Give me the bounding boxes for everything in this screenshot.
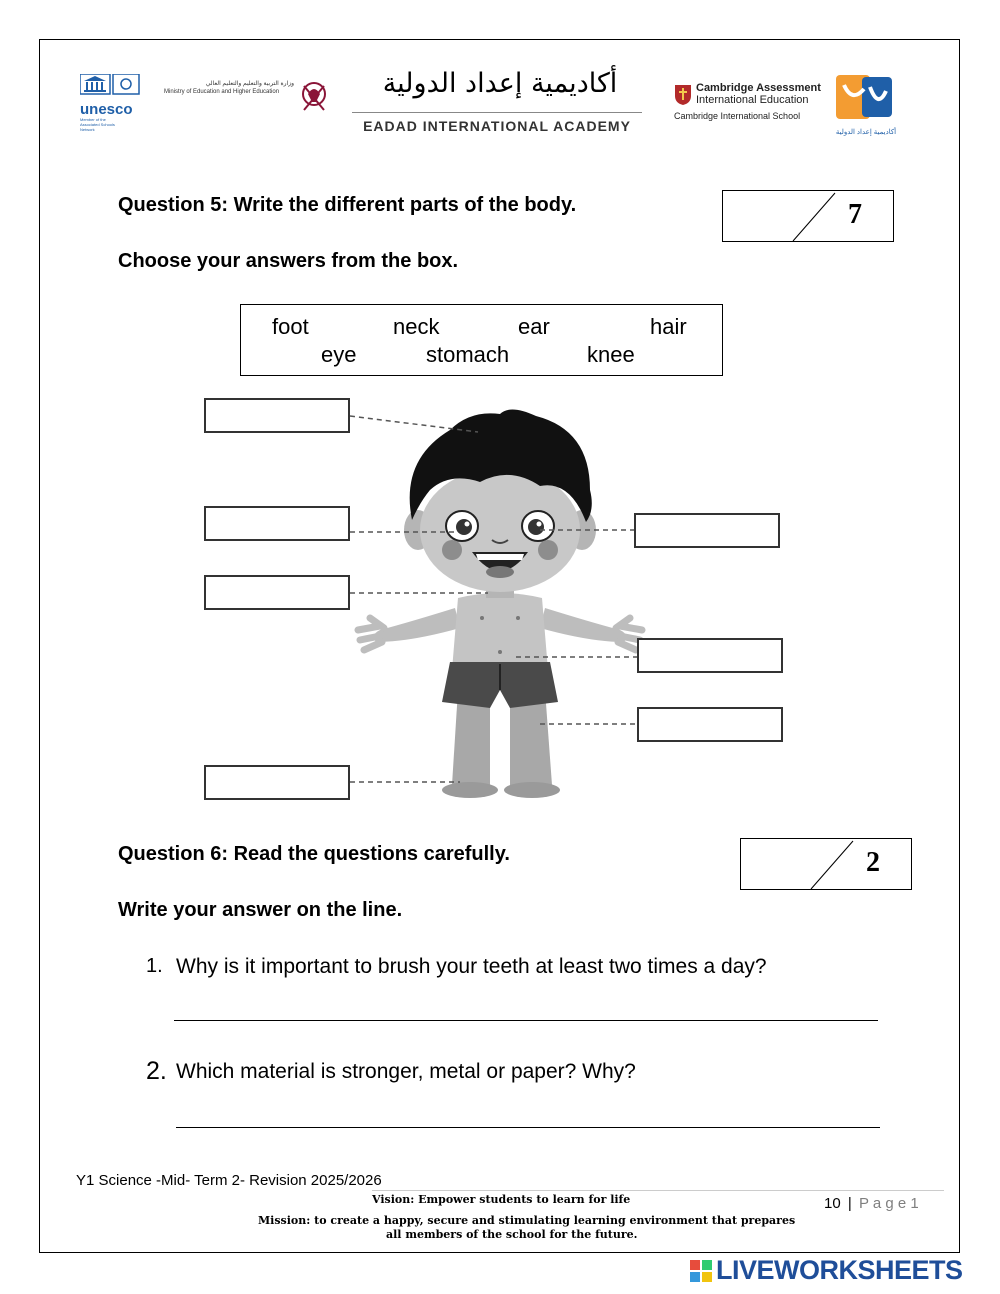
page-number-block [824, 1195, 919, 1212]
mission-line-1: Mission: to create a happy, secure and stimulating learning environment that prepares [258, 1214, 796, 1227]
answer-line-1[interactable] [174, 1020, 878, 1021]
word-bank-hair: hair [650, 314, 687, 339]
cambridge-line-1: Cambridge Assessment [696, 82, 821, 94]
answer-box-ear[interactable] [204, 506, 350, 541]
question-6-score: 2 [866, 847, 880, 878]
question-5-instruction: Choose your answers from the box. [118, 250, 459, 272]
cambridge-line-2: International Education [696, 94, 809, 106]
ministry-english-name: Ministry of Education and Higher Education [164, 89, 280, 95]
academy-arabic-title: أكاديمية إعداد الدولية [382, 68, 618, 99]
answer-box-knee[interactable] [637, 707, 783, 742]
cambridge-line-3: Cambridge International School [674, 111, 801, 121]
question-6-item-2-text: Which material is stronger, metal or paper? Why? [176, 1060, 636, 1083]
footer-divider [372, 1190, 944, 1191]
ministry-arabic-name: وزارة التربية والتعليم والتعليم العالي [205, 81, 294, 87]
answer-box-eye[interactable] [634, 513, 780, 548]
liveworksheets-watermark [690, 1255, 990, 1287]
question-6-instruction: Write your answer on the line. [118, 899, 403, 921]
page-number: 10 [824, 1195, 841, 1212]
question-6-item-1-text: Why is it important to brush your teeth at least two times a day? [176, 955, 767, 978]
vision-statement: Vision: Empower students to learn for life [372, 1193, 631, 1206]
answer-line-2[interactable] [176, 1127, 880, 1128]
course-footer: Y1 Science -Mid- Term 2- Revision 2025/2026 [76, 1172, 382, 1189]
answer-box-stomach[interactable] [637, 638, 783, 673]
word-bank-eye: eye [321, 342, 357, 367]
word-bank-ear: ear [518, 314, 550, 339]
word-bank-foot: foot [272, 314, 309, 339]
answer-box-hair[interactable] [204, 398, 350, 433]
mission-line-2: all members of the school for the future. [386, 1228, 638, 1241]
word-bank-neck: neck [393, 314, 440, 339]
question-6-item-2-number: 2. [146, 1057, 167, 1085]
unesco-caption: Member of the Associated Schools Network [80, 117, 115, 132]
question-6-title: Question 6: Read the questions carefully. [118, 843, 510, 865]
question-6-item-1-number: 1. [146, 955, 163, 977]
unesco-wordmark: unesco [80, 101, 133, 118]
word-bank-stomach: stomach [426, 342, 510, 367]
answer-box-foot[interactable] [204, 765, 350, 800]
score-slash [741, 839, 913, 891]
question-5-title: Question 5: Write the different parts of the body. [118, 194, 577, 216]
page-label: P a g e 1 [858, 1195, 919, 1212]
question-5-score: 7 [848, 199, 862, 230]
word-bank-knee: knee [587, 342, 635, 367]
eadad-caption: أكاديمية إعداد الدولية [835, 129, 897, 136]
liveworksheets-logo-icon [690, 1260, 712, 1282]
liveworksheets-brand: LIVEWORKSHEETS [716, 1255, 963, 1285]
academy-english-title: EADAD INTERNATIONAL ACADEMY [363, 118, 631, 134]
question-6-score-box [740, 838, 912, 890]
answer-box-neck[interactable] [204, 575, 350, 610]
page-separator: | [847, 1195, 852, 1212]
